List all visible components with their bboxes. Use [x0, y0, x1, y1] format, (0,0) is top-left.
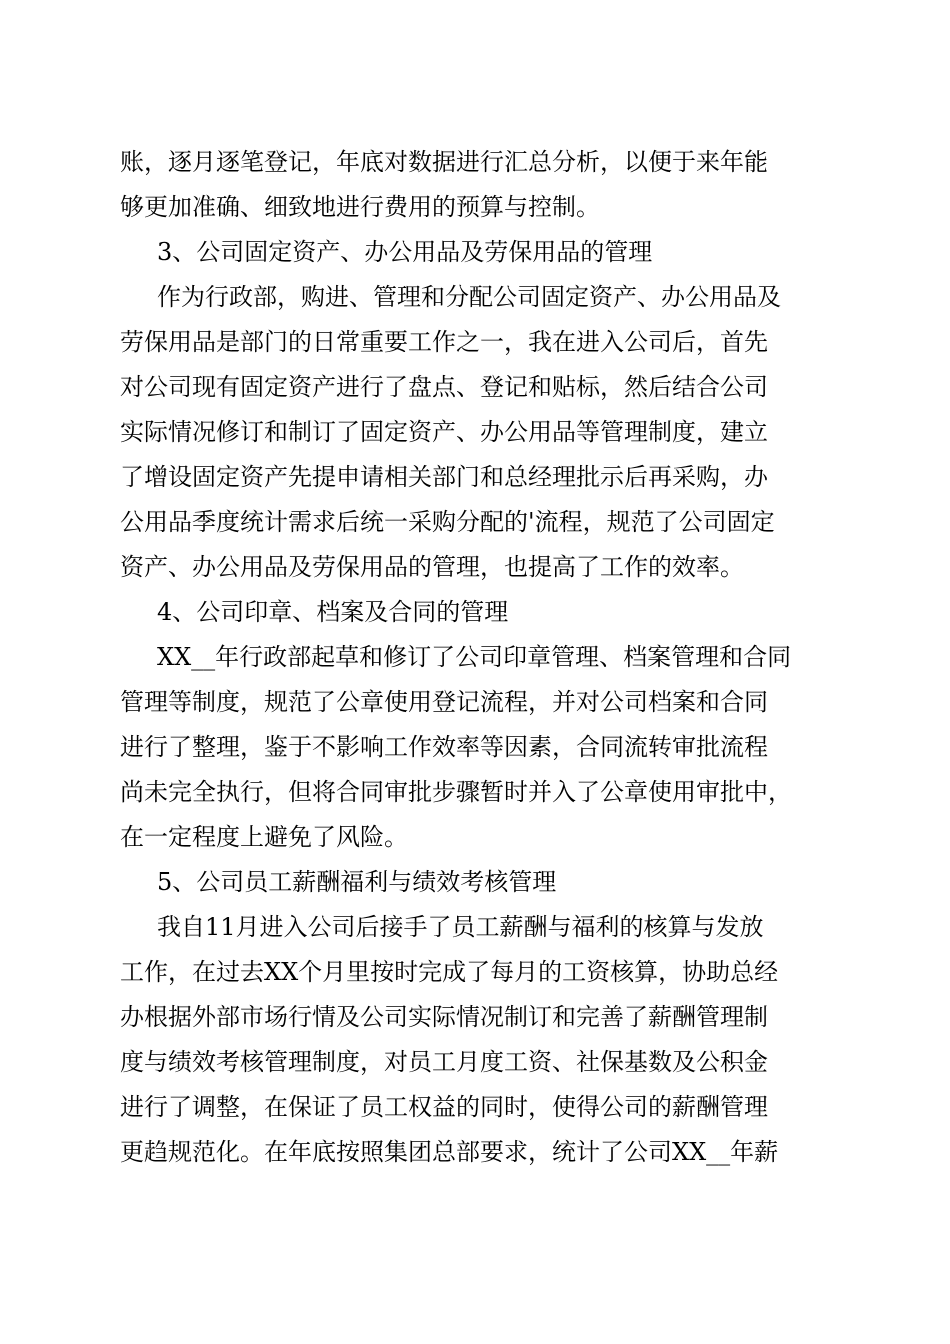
- text-line: 尚未完全执行，但将合同审批步骤暂时并入了公章使用审批中，: [120, 778, 792, 806]
- section-heading-3: 3、公司固定资产、办公用品及劳保用品的管理: [157, 238, 653, 266]
- text-line: 劳保用品是部门的日常重要工作之一，我在进入公司后，首先: [120, 328, 768, 356]
- text-line: 够更加准确、细致地进行费用的预算与控制。: [120, 193, 600, 221]
- text-line: 进行了整理，鉴于不影响工作效率等因素，合同流转审批流程: [120, 733, 768, 761]
- text-line: 在一定程度上避免了风险。: [120, 823, 408, 851]
- text-line: 办根据外部市场行情及公司实际情况制订和完善了薪酬管理制: [120, 1003, 768, 1031]
- text-line: 进行了调整，在保证了员工权益的同时，使得公司的薪酬管理: [120, 1093, 768, 1121]
- text-line: 资产、办公用品及劳保用品的管理，也提高了工作的效率。: [120, 553, 744, 581]
- section-heading-4: 4、公司印章、档案及合同的管理: [157, 598, 509, 626]
- text-line: 对公司现有固定资产进行了盘点、登记和贴标，然后结合公司: [120, 373, 768, 401]
- text-line: 实际情况修订和制订了固定资产、办公用品等管理制度，建立: [120, 418, 768, 446]
- paragraph-start: 作为行政部，购进、管理和分配公司固定资产、办公用品及: [157, 283, 781, 311]
- text-line: 了增设固定资产先提申请相关部门和总经理批示后再采购，办: [120, 463, 768, 491]
- text-line: 度与绩效考核管理制度，对员工月度工资、社保基数及公积金: [120, 1048, 768, 1076]
- paragraph-start: 我自11月进入公司后接手了员工薪酬与福利的核算与发放: [157, 913, 764, 941]
- text-line: 管理等制度，规范了公章使用登记流程，并对公司档案和合同: [120, 688, 768, 716]
- section-heading-5: 5、公司员工薪酬福利与绩效考核管理: [157, 868, 557, 896]
- text-line: 工作，在过去XX个月里按时完成了每月的工资核算，协助总经: [120, 958, 779, 986]
- paragraph-start: XX__年行政部起草和修订了公司印章管理、档案管理和合同: [157, 643, 792, 671]
- text-line: 更趋规范化。在年底按照集团总部要求，统计了公司XX__年薪: [120, 1138, 779, 1166]
- text-line: 账，逐月逐笔登记，年底对数据进行汇总分析，以便于来年能: [120, 148, 768, 176]
- text-line: 公用品季度统计需求后统一采购分配的'流程，规范了公司固定: [120, 508, 775, 536]
